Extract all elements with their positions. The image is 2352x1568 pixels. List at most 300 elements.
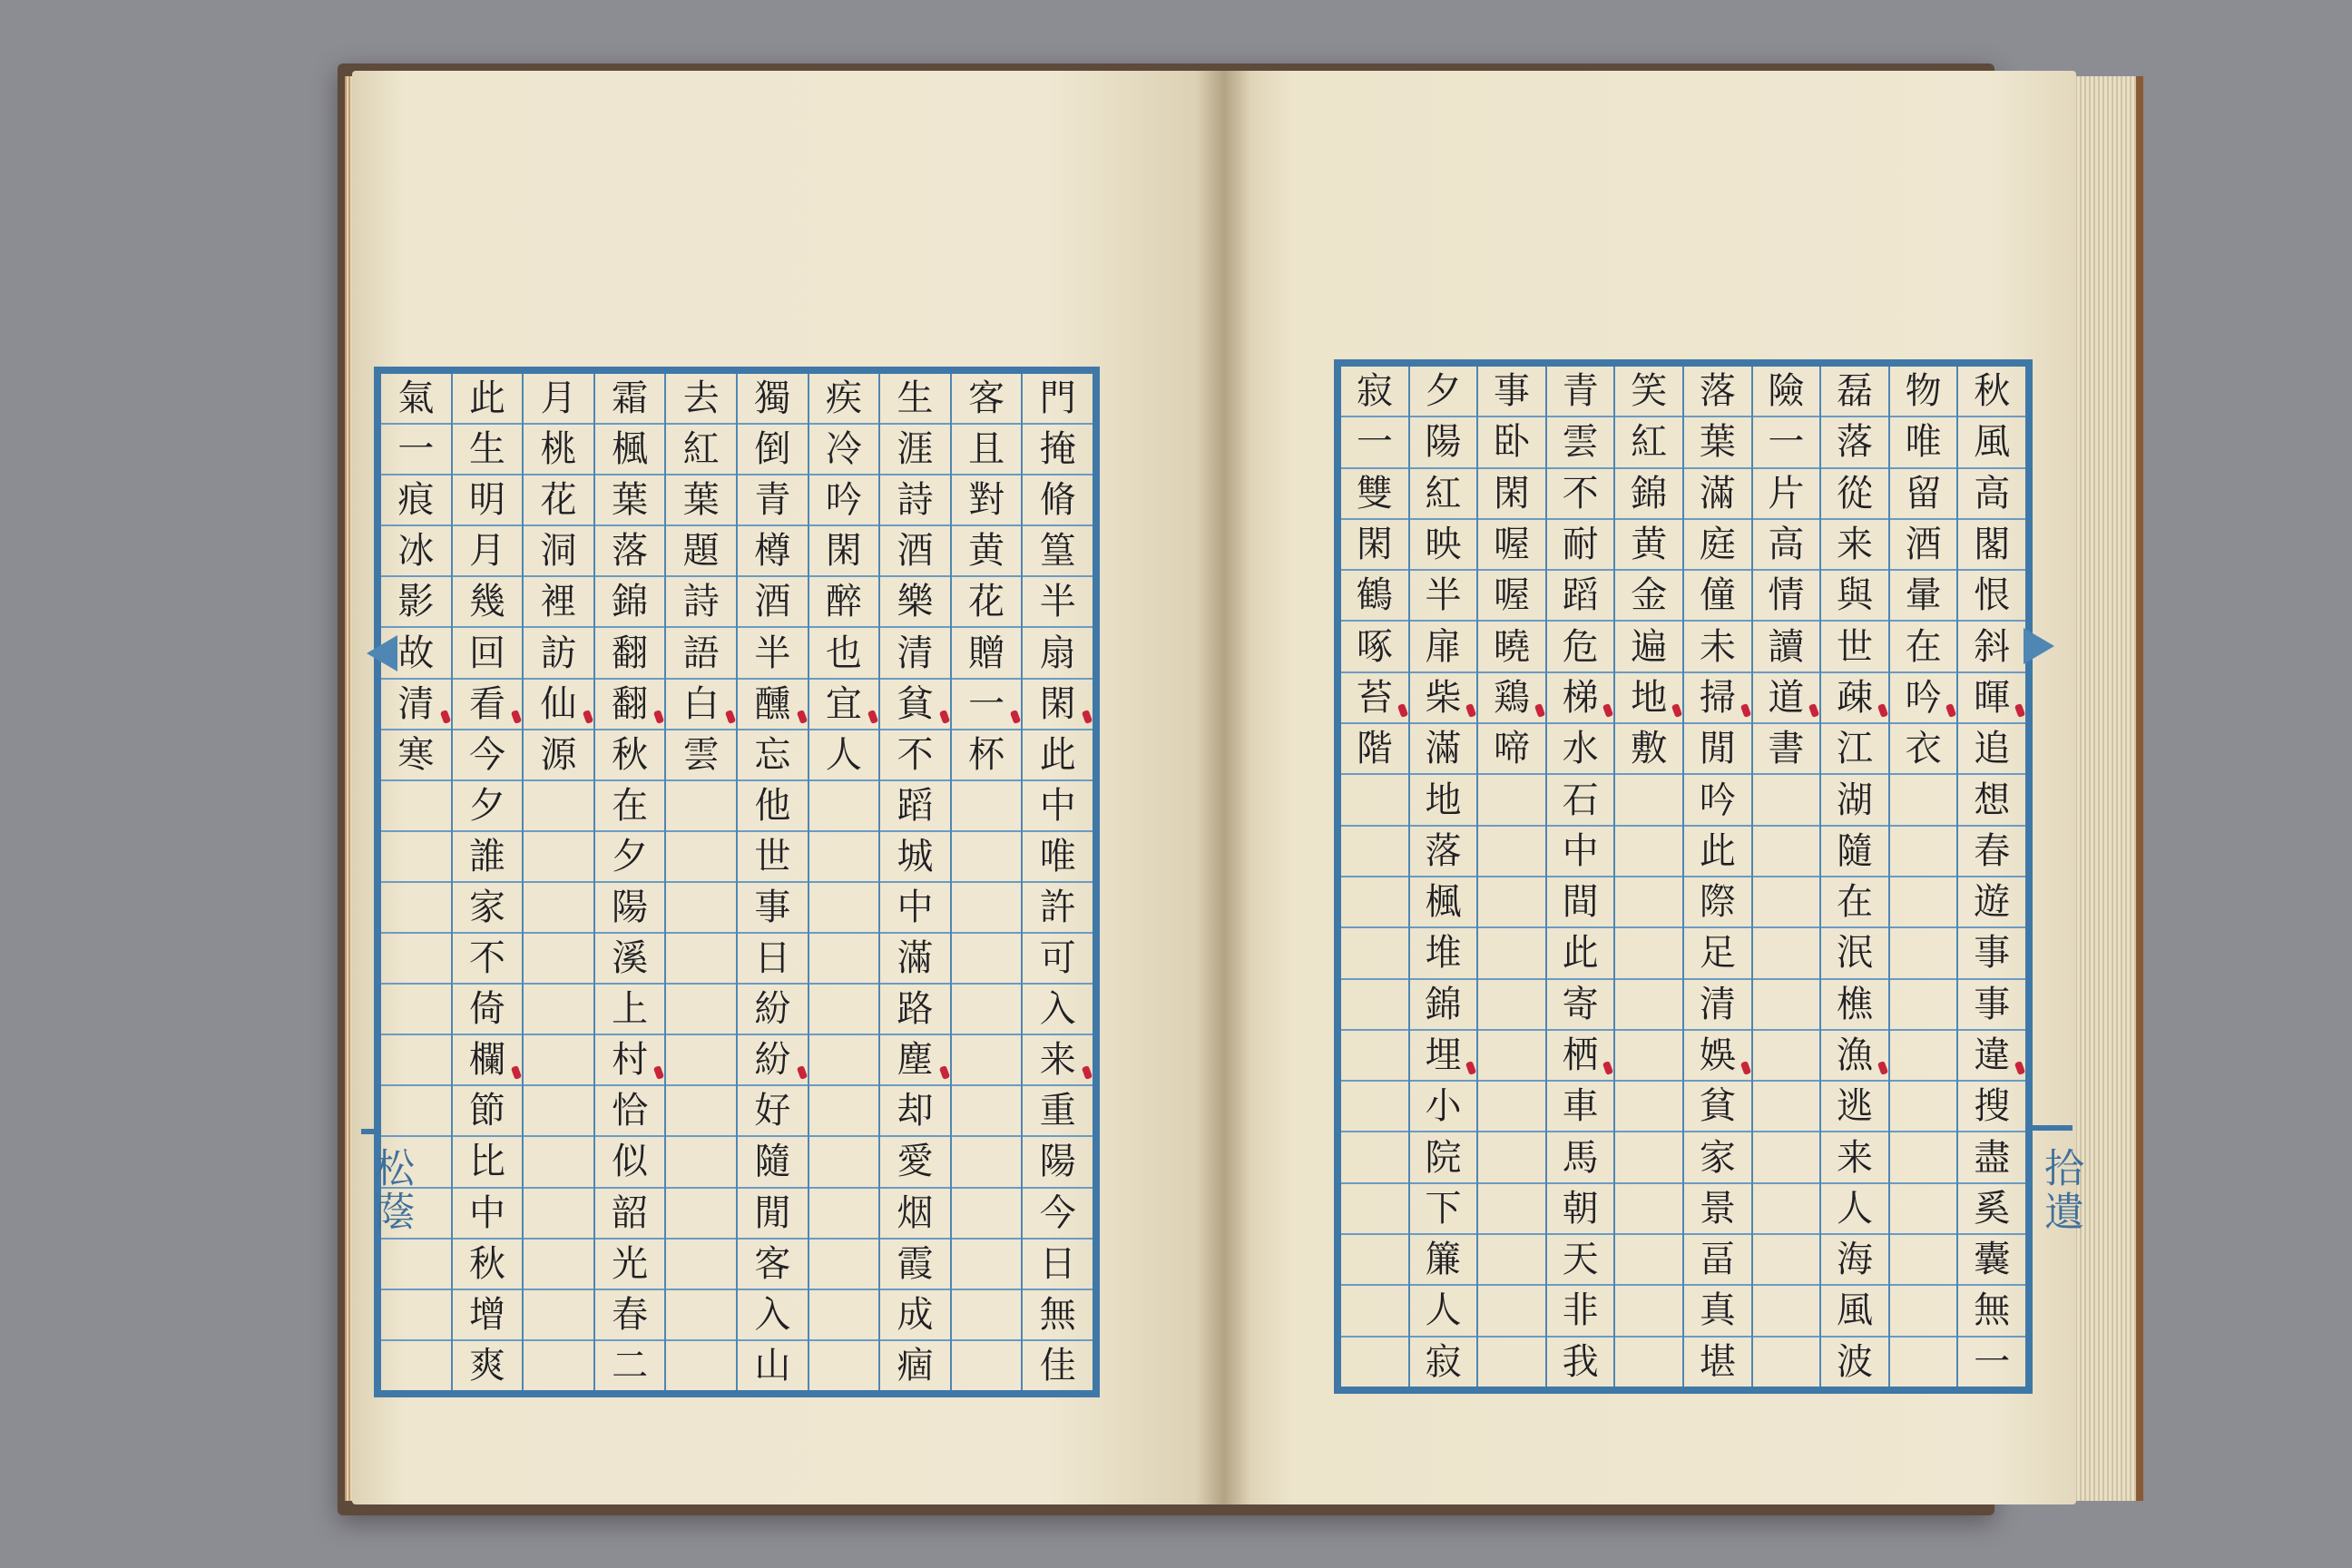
character: 陽: [612, 886, 649, 928]
grid-cell: [1753, 877, 1820, 928]
grid-cell: [809, 374, 879, 425]
left-page-marginal-label: 松蔭: [368, 1147, 414, 1234]
grid-cell: [595, 985, 665, 1035]
grid-cell: [1958, 1286, 2025, 1337]
grid-cell: [1478, 1132, 1545, 1183]
character: 暈: [1905, 574, 1942, 617]
grid-cell: [453, 526, 523, 577]
grid-cell: [1023, 781, 1093, 832]
character: 人: [1425, 1289, 1462, 1332]
text-column: [950, 374, 1022, 1390]
character: 烟: [897, 1191, 934, 1234]
grid-cell: [1890, 1132, 1957, 1183]
character: 閒: [1699, 728, 1736, 770]
grid-cell: [1753, 469, 1820, 520]
character: 景: [1699, 1187, 1736, 1230]
grid-cell: [880, 1341, 950, 1390]
character: 雲: [682, 733, 720, 776]
character: 違: [1974, 1034, 2011, 1076]
text-column: [593, 374, 665, 1390]
character: 生: [468, 428, 505, 471]
character: 紛: [754, 1039, 791, 1082]
grid-cell: [1478, 775, 1545, 826]
grid-cell: [1615, 1132, 1682, 1183]
grid-cell: [453, 934, 523, 985]
grid-cell: [1547, 775, 1614, 826]
character: 斜: [1974, 625, 2011, 668]
text-column: [1682, 367, 1751, 1387]
grid-cell: [1547, 1235, 1614, 1286]
grid-cell: [1958, 520, 2025, 571]
character: 情: [1768, 574, 1805, 617]
character: 落: [612, 530, 649, 573]
grid-cell: [738, 680, 808, 730]
character: 閑: [825, 530, 862, 573]
grid-cell: [453, 628, 523, 679]
grid-cell: [1890, 622, 1957, 672]
character: 從: [1837, 472, 1874, 514]
left-page-grid: [374, 367, 1100, 1397]
grid-cell: [1958, 1132, 2025, 1183]
character: 黄: [968, 530, 1005, 573]
grid-cell: [1958, 827, 2025, 877]
red-punctuation-mark: [653, 1065, 664, 1080]
grid-cell: [880, 934, 950, 985]
character: 楓: [1425, 881, 1462, 924]
grid-cell: [1821, 673, 1888, 724]
character: 樂: [897, 581, 934, 623]
grid-cell: [1615, 1082, 1682, 1132]
character: 杯: [968, 733, 1005, 776]
grid-cell: [738, 475, 808, 526]
grid-cell: [880, 832, 950, 883]
grid-cell: [1478, 1031, 1545, 1082]
grid-cell: [595, 934, 665, 985]
character: 未: [1699, 625, 1736, 668]
grid-cell: [1753, 724, 1820, 775]
grid-cell: [595, 475, 665, 526]
character: 柴: [1425, 676, 1462, 719]
character: 重: [1039, 1090, 1076, 1132]
character: 滿: [897, 937, 934, 980]
grid-cell: [666, 680, 736, 730]
character: 夕: [1425, 370, 1462, 413]
grid-cell: [809, 1035, 879, 1086]
grid-cell: [1547, 980, 1614, 1031]
grid-cell: [1410, 571, 1477, 622]
grid-cell: [1615, 775, 1682, 826]
grid-cell: [453, 1086, 523, 1137]
character: 日: [1039, 1242, 1076, 1285]
character: 車: [1562, 1085, 1599, 1128]
text-column: [1888, 367, 1957, 1387]
red-punctuation-mark: [1671, 703, 1682, 718]
character: 隨: [754, 1141, 791, 1183]
grid-cell: [952, 934, 1022, 985]
character: 一: [397, 428, 435, 471]
grid-cell: [952, 526, 1022, 577]
character: 閒: [754, 1191, 791, 1234]
grid-cell: [524, 628, 593, 679]
character: 陽: [1425, 421, 1462, 464]
character: 與: [1837, 574, 1874, 617]
grid-cell: [880, 577, 950, 628]
character: 海: [1837, 1239, 1874, 1281]
grid-cell: [1958, 367, 2025, 417]
red-punctuation-mark: [867, 710, 878, 724]
text-column: [1545, 367, 1614, 1387]
grid-cell: [1341, 622, 1408, 672]
grid-cell: [1341, 1235, 1408, 1286]
character: 地: [1631, 676, 1668, 719]
grid-cell: [1341, 571, 1408, 622]
character: 貧: [1699, 1085, 1736, 1128]
character: 欄: [468, 1039, 505, 1082]
grid-cell: [1547, 1338, 1614, 1387]
red-punctuation-mark: [1945, 703, 1956, 718]
grid-cell: [1753, 1286, 1820, 1337]
grid-cell: [1890, 1082, 1957, 1132]
grid-cell: [1684, 877, 1751, 928]
character: 追: [1974, 728, 2011, 770]
character: 清: [397, 682, 435, 725]
grid-cell: [666, 1189, 736, 1240]
grid-cell: [524, 680, 593, 730]
text-column: [878, 374, 950, 1390]
grid-cell: [1753, 1235, 1820, 1286]
grid-cell: [952, 985, 1022, 1035]
character: 此: [468, 377, 505, 420]
character: 溪: [612, 937, 649, 980]
grid-cell: [1023, 475, 1093, 526]
grid-cell: [1615, 1286, 1682, 1337]
character: 蹈: [1562, 574, 1599, 617]
grid-cell: [595, 1240, 665, 1290]
character: 朝: [1562, 1187, 1599, 1230]
character: 不: [897, 733, 934, 776]
character: 錦: [1631, 472, 1668, 514]
character: 涯: [897, 428, 934, 471]
grid-cell: [1547, 469, 1614, 520]
grid-cell: [1890, 417, 1957, 468]
grid-cell: [952, 1341, 1022, 1390]
character: 故: [397, 632, 435, 674]
grid-cell: [1684, 520, 1751, 571]
character: 一: [1768, 421, 1805, 464]
grid-cell: [1478, 417, 1545, 468]
grid-cell: [1684, 1184, 1751, 1235]
character: 磊: [1837, 370, 1874, 413]
grid-cell: [1547, 571, 1614, 622]
grid-cell: [1958, 724, 2025, 775]
character: 入: [1039, 988, 1076, 1031]
grid-cell: [1958, 1082, 2025, 1132]
grid-cell: [1023, 1035, 1093, 1086]
grid-cell: [1958, 1184, 2025, 1235]
character: 紛: [754, 988, 791, 1031]
grid-cell: [738, 1137, 808, 1188]
character: 唯: [1905, 421, 1942, 464]
red-punctuation-mark: [1010, 710, 1021, 724]
grid-cell: [1341, 724, 1408, 775]
character: 隨: [1837, 829, 1874, 872]
character: 遊: [1974, 881, 2011, 924]
grid-cell: [1753, 673, 1820, 724]
character: 落: [1425, 829, 1462, 872]
character: 二: [612, 1344, 649, 1387]
character: 雙: [1356, 472, 1393, 514]
grid-cell: [1410, 1082, 1477, 1132]
red-punctuation-mark: [2014, 1061, 2025, 1075]
character: 半: [754, 632, 791, 674]
character: 花: [540, 479, 577, 522]
character: 高: [1768, 524, 1805, 566]
grid-cell: [1478, 367, 1545, 417]
character: 耐: [1562, 524, 1599, 566]
character: 事: [754, 886, 791, 928]
grid-cell: [1023, 1086, 1093, 1137]
character: 吟: [825, 479, 862, 522]
grid-cell: [1753, 928, 1820, 979]
grid-cell: [1821, 571, 1888, 622]
grid-cell: [381, 832, 451, 883]
grid-cell: [666, 1035, 736, 1086]
grid-cell: [952, 883, 1022, 934]
grid-cell: [1341, 980, 1408, 1031]
character: 紅: [682, 428, 720, 471]
grid-cell: [381, 883, 451, 934]
character: 看: [468, 682, 505, 725]
grid-cell: [1023, 577, 1093, 628]
character: 青: [1562, 370, 1599, 413]
character: 奚: [1974, 1187, 2011, 1230]
grid-cell: [1615, 827, 1682, 877]
grid-cell: [1547, 520, 1614, 571]
character: 啄: [1356, 625, 1393, 668]
character: 題: [682, 530, 720, 573]
grid-cell: [1478, 1338, 1545, 1387]
character: 暉: [1974, 676, 2011, 719]
red-punctuation-mark: [511, 710, 522, 724]
character: 秋: [612, 733, 649, 776]
grid-cell: [809, 985, 879, 1035]
grid-cell: [809, 1086, 879, 1137]
grid-cell: [1890, 827, 1957, 877]
character: 樽: [754, 530, 791, 573]
character: 寂: [1425, 1340, 1462, 1383]
character: 佳: [1039, 1344, 1076, 1387]
character: 来: [1837, 1136, 1874, 1179]
grid-cell: [453, 374, 523, 425]
character: 門: [1039, 377, 1076, 420]
grid-cell: [524, 730, 593, 781]
grid-cell: [666, 781, 736, 832]
text-column: [664, 374, 736, 1390]
character: 讀: [1768, 625, 1805, 668]
character: 成: [897, 1293, 934, 1336]
red-punctuation-mark: [1877, 1061, 1888, 1075]
character: 留: [1905, 472, 1942, 514]
grid-cell: [738, 883, 808, 934]
character: 石: [1562, 779, 1599, 821]
character: 事: [1974, 932, 2011, 975]
grid-cell: [1547, 673, 1614, 724]
character: 洞: [540, 530, 577, 573]
character: 樵: [1837, 983, 1874, 1025]
character: 風: [1837, 1289, 1874, 1332]
grid-cell: [952, 475, 1022, 526]
character: 苔: [1356, 676, 1393, 719]
character: 足: [1699, 932, 1736, 975]
grid-cell: [1890, 1031, 1957, 1082]
character: 清: [1699, 983, 1736, 1025]
grid-cell: [1753, 367, 1820, 417]
grid-cell: [1890, 1184, 1957, 1235]
grid-cell: [952, 577, 1022, 628]
character: 笑: [1631, 370, 1668, 413]
grid-cell: [1615, 367, 1682, 417]
grid-cell: [595, 577, 665, 628]
text-column: [808, 374, 879, 1390]
grid-cell: [738, 374, 808, 425]
character: 幾: [468, 581, 505, 623]
character: 城: [897, 835, 934, 877]
character: 扉: [1425, 625, 1462, 668]
grid-cell: [1615, 520, 1682, 571]
character: 篁: [1039, 530, 1076, 573]
grid-cell: [1890, 877, 1957, 928]
character: 唯: [1039, 835, 1076, 877]
grid-cell: [453, 680, 523, 730]
grid-cell: [1341, 877, 1408, 928]
grid-cell: [880, 1240, 950, 1290]
grid-cell: [880, 680, 950, 730]
character: 冷: [825, 428, 862, 471]
grid-cell: [1821, 1031, 1888, 1082]
grid-cell: [1684, 775, 1751, 826]
character: 僮: [1699, 574, 1736, 617]
character: 曉: [1494, 625, 1531, 668]
character: 吟: [1699, 779, 1736, 821]
grid-cell: [1478, 622, 1545, 672]
red-punctuation-mark: [796, 710, 807, 724]
grid-cell: [1547, 1082, 1614, 1132]
grid-cell: [1547, 827, 1614, 877]
grid-cell: [1341, 1132, 1408, 1183]
character: 在: [612, 784, 649, 827]
grid-cell: [453, 1341, 523, 1390]
grid-cell: [1547, 1286, 1614, 1337]
grid-cell: [1684, 622, 1751, 672]
character: 也: [825, 632, 862, 674]
grid-cell: [666, 1137, 736, 1188]
grid-cell: [524, 1189, 593, 1240]
grid-cell: [1341, 775, 1408, 826]
grid-cell: [1890, 724, 1957, 775]
red-punctuation-mark: [440, 710, 451, 724]
grid-cell: [453, 883, 523, 934]
character: 春: [1974, 829, 2011, 872]
book-fore-edge: [2073, 76, 2143, 1501]
character: 在: [1837, 881, 1874, 924]
grid-cell: [880, 730, 950, 781]
character: 卧: [1494, 421, 1531, 464]
character: 人: [825, 733, 862, 776]
character: 家: [1699, 1136, 1736, 1179]
character: 搜: [1974, 1085, 2011, 1128]
grid-cell: [1341, 367, 1408, 417]
grid-cell: [381, 781, 451, 832]
character: 愛: [897, 1141, 934, 1183]
text-column: [1613, 367, 1682, 1387]
character: 楓: [612, 428, 649, 471]
grid-cell: [1547, 622, 1614, 672]
grid-cell: [595, 680, 665, 730]
grid-cell: [453, 577, 523, 628]
grid-cell: [1821, 1286, 1888, 1337]
red-punctuation-mark: [1740, 1061, 1750, 1075]
grid-cell: [880, 475, 950, 526]
grid-cell: [524, 425, 593, 475]
grid-cell: [1410, 827, 1477, 877]
red-punctuation-mark: [511, 1065, 522, 1080]
grid-cell: [1615, 877, 1682, 928]
grid-cell: [1547, 417, 1614, 468]
book-gutter: [1196, 71, 1250, 1504]
character: 階: [1356, 728, 1393, 770]
character: 片: [1768, 472, 1805, 514]
grid-cell: [1410, 417, 1477, 468]
grid-cell: [1341, 417, 1408, 468]
grid-cell: [1890, 469, 1957, 520]
character: 無: [1974, 1289, 2011, 1332]
grid-cell: [952, 425, 1022, 475]
grid-cell: [524, 1086, 593, 1137]
grid-cell: [595, 1189, 665, 1240]
character: 簾: [1425, 1239, 1462, 1281]
grid-cell: [880, 374, 950, 425]
character: 春: [612, 1293, 649, 1336]
character: 影: [397, 581, 435, 623]
grid-cell: [524, 374, 593, 425]
grid-cell: [1615, 1338, 1682, 1387]
character: 險: [1768, 370, 1805, 413]
character: 高: [1974, 472, 2011, 514]
character: 際: [1699, 881, 1736, 924]
grid-cell: [1478, 469, 1545, 520]
character: 吟: [1905, 676, 1942, 719]
red-punctuation-mark: [1740, 703, 1750, 718]
character: 陽: [1039, 1141, 1076, 1183]
character: 疾: [825, 377, 862, 420]
grid-cell: [1684, 469, 1751, 520]
red-punctuation-mark: [1534, 703, 1545, 718]
character: 葉: [682, 479, 720, 522]
grid-cell: [880, 781, 950, 832]
character: 喔: [1494, 574, 1531, 617]
character: 蹈: [897, 784, 934, 827]
grid-cell: [1958, 980, 2025, 1031]
grid-cell: [1410, 928, 1477, 979]
grid-cell: [809, 730, 879, 781]
grid-cell: [666, 985, 736, 1035]
grid-cell: [1023, 934, 1093, 985]
text-column: [1751, 367, 1820, 1387]
character: 危: [1562, 625, 1599, 668]
character: 訪: [540, 632, 577, 674]
character: 錦: [612, 581, 649, 623]
grid-cell: [1684, 827, 1751, 877]
